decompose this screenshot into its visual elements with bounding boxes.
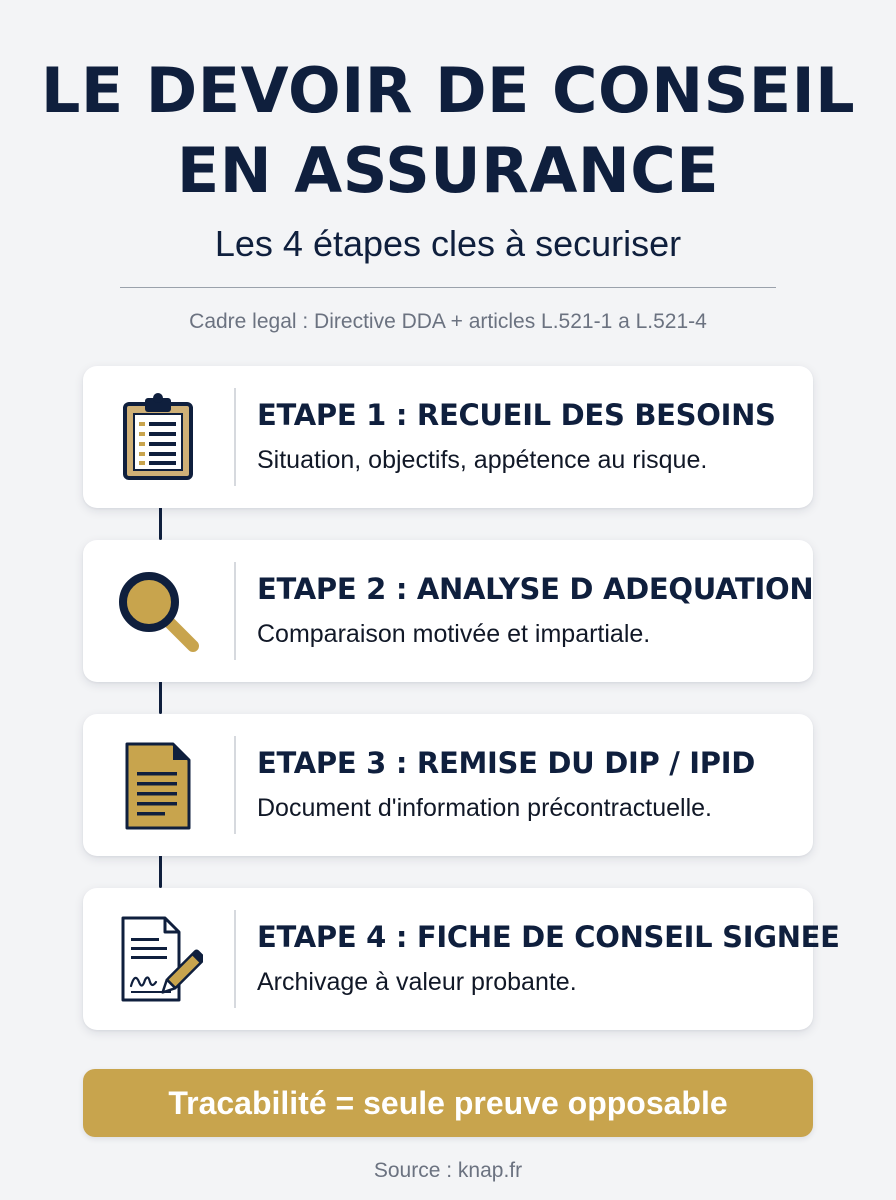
page-title-line-1: LE DEVOIR DE CONSEIL	[40, 54, 856, 127]
timeline-connector	[159, 855, 162, 888]
card-separator	[234, 388, 236, 486]
traceability-banner: Tracabilité = seule preuve opposable	[83, 1069, 813, 1137]
step-description: Archivage à valeur probante.	[257, 968, 577, 996]
page-subtitle: Les 4 étapes cles à securiser	[214, 223, 682, 264]
legal-frame-text: Cadre legal : Directive DDA + articles L.521-1 a L.521-4	[189, 310, 707, 333]
step-title: ETAPE 2 : ANALYSE D ADEQUATION	[257, 572, 814, 606]
step-card-1	[83, 366, 813, 508]
step-title: ETAPE 3 : REMISE DU DIP / IPID	[257, 746, 756, 780]
header-divider	[120, 287, 776, 288]
card-separator	[234, 562, 236, 660]
step-description: Situation, objectifs, appétence au risque.	[257, 446, 708, 474]
magnifier-icon	[113, 566, 203, 656]
document-icon	[113, 740, 203, 830]
step-description: Document d'information précontractuelle.	[257, 794, 713, 822]
clipboard-icon	[113, 392, 203, 482]
timeline-connector	[159, 507, 162, 540]
card-separator	[234, 736, 236, 834]
timeline-connector	[159, 681, 162, 714]
step-description: Comparaison motivée et impartiale.	[257, 620, 651, 648]
step-card-2	[83, 540, 813, 682]
source-credit: Source : knap.fr	[373, 1159, 523, 1182]
step-title: ETAPE 1 : RECUEIL DES BESOINS	[257, 398, 776, 432]
signed-form-icon	[113, 914, 203, 1004]
step-card-3	[83, 714, 813, 856]
card-separator	[234, 910, 236, 1008]
step-card-4	[83, 888, 840, 1030]
page-title-line-2: EN ASSURANCE	[176, 134, 720, 207]
step-title: ETAPE 4 : FICHE DE CONSEIL SIGNEE	[257, 920, 840, 954]
